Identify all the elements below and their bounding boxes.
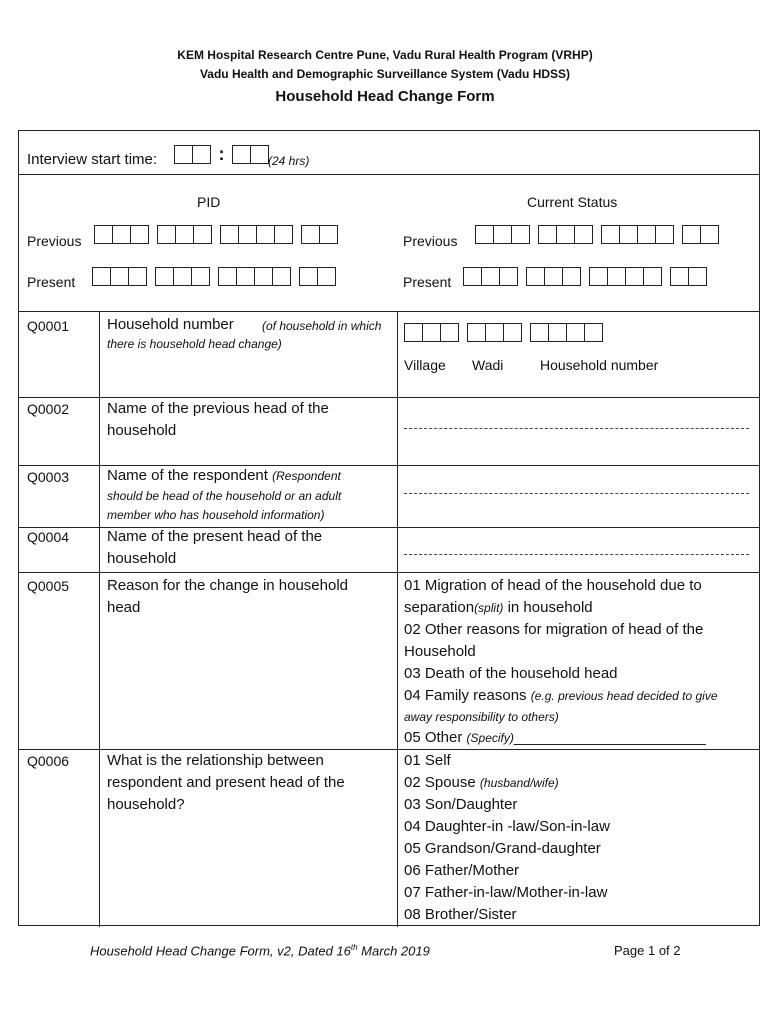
wadi-label: Wadi xyxy=(472,357,504,373)
q1-note-line2: there is household head change) xyxy=(107,337,282,351)
option-family-reasons[interactable] xyxy=(404,685,718,707)
question-text: Name of the previous head of the xyxy=(107,400,329,417)
interview-label-text: Interview start time: xyxy=(27,151,158,168)
q1-note-line1: (of household in which xyxy=(262,319,382,333)
opt-note: (husband/wife) xyxy=(479,776,559,790)
pid-present-label: Present xyxy=(27,274,76,290)
pid-previous-input[interactable] xyxy=(94,225,346,244)
form-table xyxy=(18,130,760,926)
question-code: Q0004 xyxy=(27,529,70,545)
question-text: household xyxy=(107,550,177,567)
pid-header: PID xyxy=(197,194,221,210)
question-code: Q0003 xyxy=(27,469,70,485)
question-text: household xyxy=(107,422,177,439)
question-text: What is the relationship between xyxy=(107,752,324,769)
opt-note: (split) xyxy=(474,601,504,615)
divider xyxy=(19,174,759,175)
header-system: Vadu Health and Demographic Surveillance System (Vadu HDSS) xyxy=(199,67,571,81)
option-self[interactable]: 01 Self xyxy=(404,752,451,769)
household-number-label: Household number xyxy=(540,357,659,373)
divider xyxy=(19,572,759,573)
column-rule xyxy=(99,311,100,927)
pid-previous-label: Previous xyxy=(27,233,82,249)
status-previous-input[interactable] xyxy=(475,225,727,244)
specify-blank[interactable]: _______________________ xyxy=(513,729,706,746)
q1-text: Household number xyxy=(107,316,234,333)
opt-text: 05 Other xyxy=(404,729,467,746)
status-present-label: Present xyxy=(403,274,452,290)
household-number-input[interactable] xyxy=(404,323,611,342)
footer-form-version xyxy=(90,943,430,958)
divider xyxy=(19,465,759,466)
interview-time-unit: (24 hrs) xyxy=(268,154,310,168)
opt-note: (e.g. previous head decided to give xyxy=(530,689,718,703)
question-text: respondent and present head of the xyxy=(107,774,345,791)
footer-text: Household Head Change Form, v2, Dated 16 xyxy=(90,943,351,959)
opt-text: in household xyxy=(503,599,593,616)
interview-time-input[interactable] xyxy=(174,144,268,165)
page-number: Page 1 of 2 xyxy=(614,943,681,958)
reason-options xyxy=(404,575,718,749)
question-text: Reason for the change in household xyxy=(107,577,349,594)
option-sibling[interactable]: 08 Brother/Sister xyxy=(404,906,517,923)
status-previous-label: Previous xyxy=(403,233,458,249)
status-present-input[interactable] xyxy=(463,267,715,286)
option-parent[interactable]: 06 Father/Mother xyxy=(404,862,520,879)
current-status-header: Current Status xyxy=(527,194,618,210)
q3-note-3: member who has household information) xyxy=(107,508,325,522)
divider xyxy=(19,311,759,312)
divider xyxy=(19,397,759,398)
pid-present-input[interactable] xyxy=(92,267,344,286)
option-family-reasons-note: away responsibility to others) xyxy=(404,710,559,724)
question-code: Q0006 xyxy=(27,753,70,769)
option-parent-in-law[interactable]: 07 Father-in-law/Mother-in-law xyxy=(404,884,608,901)
option-son-daughter[interactable]: 03 Son/Daughter xyxy=(404,796,518,813)
q3-note-1: (Respondent xyxy=(272,469,341,483)
previous-head-name-field[interactable] xyxy=(404,428,749,429)
respondent-name-field[interactable] xyxy=(404,493,749,494)
option-in-law-child[interactable]: 04 Daughter-in -law/Son-in-law xyxy=(404,818,610,835)
header-institution: KEM Hospital Research Centre Pune, Vadu Rural Health Program (VRHP) xyxy=(177,48,593,62)
option-other[interactable] xyxy=(404,727,718,749)
option-spouse[interactable] xyxy=(404,772,610,794)
opt-text: separation xyxy=(404,599,475,616)
question-text: head xyxy=(107,599,141,616)
option-other-migration-line1[interactable]: 02 Other reasons for migration of head of the xyxy=(404,621,704,638)
question-code: Q0002 xyxy=(27,401,70,417)
question-text: Name of the present head of the xyxy=(107,528,323,545)
option-death[interactable]: 03 Death of the household head xyxy=(404,665,618,682)
footer-date: March 2019 xyxy=(357,943,430,959)
option-migration-line1[interactable]: 01 Migration of head of the household due to xyxy=(404,577,702,594)
question-text: household? xyxy=(107,796,185,813)
column-rule xyxy=(397,311,398,927)
question-code: Q0001 xyxy=(27,318,70,334)
opt-text: 02 Spouse xyxy=(404,774,480,791)
q3-note-2: should be head of the household or an adult xyxy=(107,489,342,503)
option-grandchild[interactable]: 05 Grandson/Grand-daughter xyxy=(404,840,601,857)
opt-note: (Specify) xyxy=(466,731,514,745)
opt-text: 04 Family reasons xyxy=(404,687,531,704)
question-text xyxy=(107,316,234,333)
question-text xyxy=(107,467,341,484)
option-migration-line2[interactable] xyxy=(404,597,718,619)
question-code: Q0005 xyxy=(27,578,70,594)
form-title: Household Head Change Form xyxy=(275,88,495,105)
village-label: Village xyxy=(404,357,446,373)
option-other-migration-line2[interactable]: Household xyxy=(404,643,476,660)
footer-sup: th xyxy=(350,943,358,952)
q3-text: Name of the respondent xyxy=(107,467,268,484)
time-colon: : xyxy=(218,144,225,164)
present-head-name-field[interactable] xyxy=(404,554,749,555)
relationship-options xyxy=(404,750,610,926)
interview-time-label xyxy=(27,151,157,168)
divider xyxy=(19,749,759,750)
